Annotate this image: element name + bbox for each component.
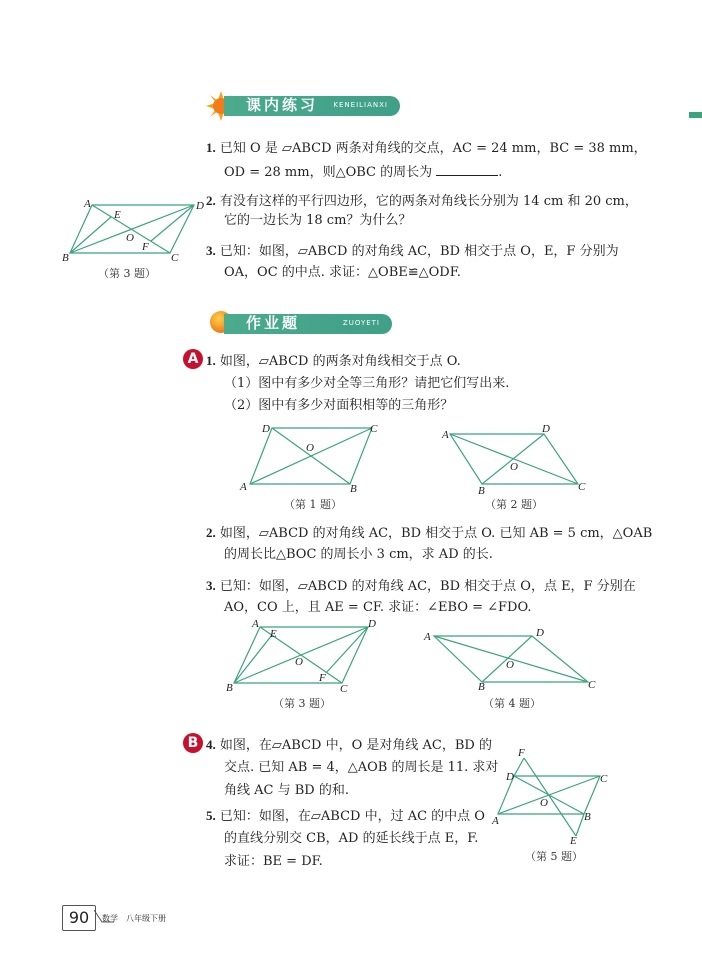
label-D: D bbox=[542, 423, 550, 435]
label-A: A bbox=[84, 198, 91, 210]
answer-blank[interactable] bbox=[436, 161, 498, 176]
label-C: C bbox=[578, 481, 586, 493]
page-number: 90 bbox=[68, 908, 90, 927]
figure-homework-5 bbox=[488, 746, 618, 848]
label-A: A bbox=[424, 631, 431, 643]
label-C: C bbox=[370, 423, 378, 435]
section-pinyin: KENEILIANXI bbox=[333, 101, 388, 109]
homework-q2: 2. 如图，▱ABCD 的对角线 AC，BD 相交于点 O. 已知 AB = 5 cm，△OAB bbox=[206, 525, 653, 541]
caption-homework-1: （第 1 题） bbox=[284, 498, 342, 511]
banner-bar bbox=[224, 314, 392, 334]
banner-bar bbox=[224, 96, 400, 116]
label-O: O bbox=[540, 797, 548, 809]
page-number-box bbox=[62, 905, 96, 931]
homework-q1-sub1: （1）图中有多少对全等三角形？请把它们写出来. bbox=[224, 376, 510, 391]
footer-book-title: 数学 八年级下册 bbox=[102, 914, 166, 923]
practice-q2: 2. 有没有这样的平行四边形，它的两条对角线长分别为 14 cm 和 20 cm， bbox=[206, 193, 638, 209]
homework-q2-cont: 的周长比△BOC 的周长小 3 cm，求 AD 的长. bbox=[224, 547, 493, 562]
label-D: D bbox=[368, 618, 376, 630]
caption-homework-2: （第 2 题） bbox=[485, 498, 543, 511]
homework-q4: 4. 如图，在▱ABCD 中，O 是对角线 AC，BD 的 bbox=[206, 737, 492, 753]
caption-homework-4: （第 4 题） bbox=[483, 697, 541, 710]
homework-q1-sub2: （2）图中有多少对面积相等的三角形？ bbox=[224, 398, 454, 413]
figure-homework-4 bbox=[420, 622, 600, 692]
practice-q3-cont: OA，OC 的中点. 求证：△OBE≌△ODF. bbox=[224, 265, 461, 280]
label-F: F bbox=[319, 672, 326, 684]
section-title: 作业题 bbox=[246, 314, 301, 332]
practice-q3: 3. 已知：如图，▱ABCD 的对角线 AC，BD 相交于点 O，E，F 分别为 bbox=[206, 243, 619, 259]
label-B: B bbox=[478, 485, 485, 496]
figure-homework-3 bbox=[222, 615, 382, 695]
label-O: O bbox=[506, 659, 514, 671]
homework-q5-cont2: 求证：BE = DF. bbox=[224, 854, 323, 869]
label-F: F bbox=[518, 747, 525, 759]
homework-q5-cont1: 的直线分别交 CB，AD 的延长线于点 E，F. bbox=[224, 831, 479, 846]
homework-q4-cont2: 角线 AC 与 BD 的和. bbox=[224, 783, 349, 798]
label-O: O bbox=[510, 461, 518, 473]
section-title: 课内练习 bbox=[246, 96, 319, 114]
label-D: D bbox=[506, 771, 514, 783]
label-A: A bbox=[492, 815, 499, 827]
label-B: B bbox=[350, 483, 357, 495]
label-D: D bbox=[196, 200, 204, 212]
label-B: B bbox=[584, 811, 591, 823]
label-B: B bbox=[478, 681, 485, 692]
label-D: D bbox=[536, 627, 544, 639]
edge-tab bbox=[689, 112, 702, 118]
label-E: E bbox=[114, 209, 121, 221]
label-B: B bbox=[62, 252, 69, 264]
level-b-badge: B bbox=[183, 733, 203, 753]
label-D: D bbox=[262, 423, 270, 435]
label-A: A bbox=[252, 618, 259, 630]
label-B: B bbox=[226, 682, 233, 694]
label-A: A bbox=[442, 429, 449, 441]
homework-q4-cont1: 交点. 已知 AB = 4，△AOB 的周长是 11. 求对 bbox=[224, 760, 499, 775]
caption-homework-5: （第 5 题） bbox=[525, 850, 583, 863]
homework-q5: 5. 已知：如图，在▱ABCD 中，过 AC 的中点 O bbox=[206, 808, 485, 824]
label-O: O bbox=[306, 442, 314, 454]
practice-q1: 1. 已知 O 是 ▱ABCD 两条对角线的交点，AC = 24 mm，BC = 38 mm， bbox=[206, 140, 647, 156]
figure-homework-2 bbox=[436, 420, 596, 496]
practice-q1-cont: OD = 28 mm，则△OBC 的周长为 . bbox=[224, 160, 502, 185]
caption-homework-3: （第 3 题） bbox=[273, 697, 331, 710]
figure-practice-3 bbox=[58, 195, 208, 265]
section-pinyin: ZUOYETI bbox=[342, 319, 380, 327]
practice-q2-cont: 它的一边长为 18 cm？为什么？ bbox=[224, 213, 412, 228]
label-C: C bbox=[588, 679, 596, 691]
level-a-badge: A bbox=[183, 349, 203, 369]
label-C: C bbox=[340, 683, 348, 695]
label-O: O bbox=[126, 232, 134, 244]
label-E: E bbox=[270, 628, 277, 640]
homework-q3-cont: AO，CO 上，且 AE = CF. 求证：∠EBO = ∠FDO. bbox=[224, 600, 532, 615]
figure-homework-1 bbox=[236, 418, 386, 496]
homework-q1: 1. 如图，▱ABCD 的两条对角线相交于点 O. bbox=[206, 353, 461, 369]
label-F: F bbox=[142, 241, 149, 253]
label-E: E bbox=[570, 835, 577, 847]
caption-practice-3: （第 3 题） bbox=[98, 267, 156, 280]
label-O: O bbox=[295, 656, 303, 668]
label-C: C bbox=[600, 773, 608, 785]
homework-q3: 3. 已知：如图，▱ABCD 的对角线 AC，BD 相交于点 O，点 E，F 分别在 bbox=[206, 578, 636, 594]
label-A: A bbox=[240, 481, 247, 493]
label-C: C bbox=[171, 252, 179, 264]
